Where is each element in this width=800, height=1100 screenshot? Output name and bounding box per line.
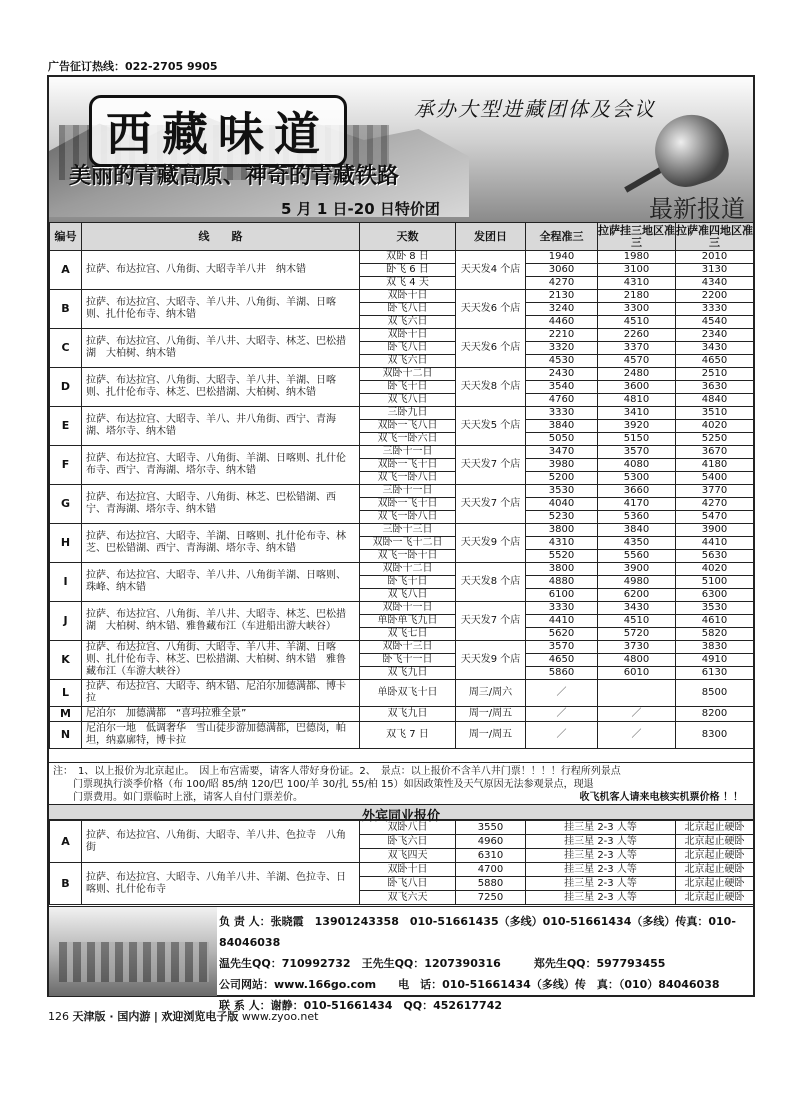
prayer-wheel-image — [646, 106, 736, 195]
price: 3550 — [456, 821, 526, 835]
tour-price-table — [49, 222, 754, 749]
price-lhasa4: 5470 — [676, 511, 754, 524]
note-airfare: 收飞机客人请来电核实机票价格 ！！ — [579, 792, 743, 803]
price-full: ／ — [526, 707, 598, 722]
days-option: 卧飞 6 日 — [360, 264, 456, 277]
days-option: 三卧十一日 — [360, 485, 456, 498]
price-lhasa3: 5300 — [598, 472, 676, 485]
note-line: 门票现执行淡季价格（布 100/昭 85/纳 120/巴 100/羊 30/扎 55/柏 15）如因政策性及天气原因无法参观景点，现退 — [53, 779, 594, 790]
price-lhasa4: 3770 — [676, 485, 754, 498]
price-full: 5620 — [526, 628, 598, 641]
hotel-standard: 挂三星 2-3 人等 — [526, 821, 676, 835]
hotel-standard: 挂三星 2-3 人等 — [526, 877, 676, 891]
route-description: 拉萨、布达拉宫、大昭寺、八角街、羊湖、日喀则、扎什伦布寺、西宁、青海湖、塔尔寺、纳木错 — [82, 446, 360, 485]
route-code: C — [50, 329, 82, 368]
transport: 北京起止硬卧 — [676, 891, 754, 905]
days-option: 三卧十一日 — [360, 446, 456, 459]
route-description: 拉萨、布达拉宫、八角街、羊八井、大昭寺、林芝、巴松措湖 大柏树、纳木错、雅鲁藏布江（车进船出游大峡谷） — [82, 602, 360, 641]
price-lhasa4: 5630 — [676, 550, 754, 563]
days-option: 双飞六日 — [360, 316, 456, 329]
price-lhasa4: 8300 — [676, 722, 754, 749]
price-lhasa3: 4080 — [598, 459, 676, 472]
price-lhasa4: 4650 — [676, 355, 754, 368]
days-option: 双卧 8 日 — [360, 251, 456, 264]
price-lhasa4: 4180 — [676, 459, 754, 472]
table-row — [50, 524, 754, 537]
price-lhasa3: 1980 — [598, 251, 676, 264]
price-lhasa4: 5100 — [676, 576, 754, 589]
route-code: F — [50, 446, 82, 485]
price-lhasa4: 4410 — [676, 537, 754, 550]
table-row — [50, 485, 754, 498]
price-lhasa4: 4020 — [676, 563, 754, 576]
route-code: D — [50, 368, 82, 407]
route-description: 拉萨、布达拉宫、八角街、羊八井、大昭寺、林芝、巴松措湖 大柏树、纳木错 — [82, 329, 360, 368]
price-lhasa3: 3840 — [598, 524, 676, 537]
days-option: 卧飞八日 — [360, 342, 456, 355]
edition: 天津版 · 国内游 — [72, 1010, 151, 1023]
price-full: 3240 — [526, 303, 598, 316]
departure-days: 天天发9 个店 — [456, 524, 526, 563]
days-option: 双卧一飞八日 — [360, 420, 456, 433]
route-description: 拉萨、布达拉宫、大昭寺、羊湖、日喀则、扎什伦布寺、林芝、巴松错湖、西宁、青海湖、塔尔寺、纳木错 — [82, 524, 360, 563]
days-option: 双飞八日 — [360, 394, 456, 407]
days-option: 双飞一卧十日 — [360, 550, 456, 563]
price-full: 5050 — [526, 433, 598, 446]
note-line: 门票费用。如门票临时上涨，请客人自付门票差价。 — [53, 792, 303, 803]
route-code: G — [50, 485, 82, 524]
days-option: 卧飞六日 — [360, 835, 456, 849]
days-option: 双飞七日 — [360, 628, 456, 641]
price-lhasa4: 2200 — [676, 290, 754, 303]
price-full: 3980 — [526, 459, 598, 472]
price-full: 5520 — [526, 550, 598, 563]
route-description: 拉萨、布达拉宫、大昭寺、羊八、井八角街、西宁、青海湖、塔尔寺、纳木错 — [82, 407, 360, 446]
price-full: 3800 — [526, 524, 598, 537]
days-option: 双卧十日 — [360, 329, 456, 342]
hotel-standard: 挂三星 2-3 人等 — [526, 835, 676, 849]
price-lhasa4: 2340 — [676, 329, 754, 342]
departure-days: 周一/周五 — [456, 707, 526, 722]
price-lhasa4: 4910 — [676, 654, 754, 667]
price-lhasa3: 2480 — [598, 368, 676, 381]
departure-days: 天天发4 个店 — [456, 251, 526, 290]
table-row — [50, 290, 754, 303]
route-description: 拉萨、布达拉宫、大昭寺、羊八井、八角街羊湖、日喀则、珠峰、纳木错 — [82, 563, 360, 602]
days-option: 双卧十三日 — [360, 641, 456, 654]
price-lhasa4: 4610 — [676, 615, 754, 628]
price-lhasa4: 6300 — [676, 589, 754, 602]
price-lhasa3: 4800 — [598, 654, 676, 667]
price-lhasa4: 4540 — [676, 316, 754, 329]
days-option: 单卧单飞九日 — [360, 615, 456, 628]
notes — [49, 762, 753, 804]
col-price-lhasa4: 拉萨准四地区准三 — [676, 223, 753, 249]
departure-days: 天天发8 个店 — [456, 563, 526, 602]
price-lhasa4: 8500 — [676, 680, 754, 707]
price-lhasa3: 3430 — [598, 602, 676, 615]
departure-days: 周一/周五 — [456, 722, 526, 749]
price-lhasa3: 3370 — [598, 342, 676, 355]
table-row — [50, 722, 754, 749]
price-lhasa3 — [598, 680, 676, 707]
price-full: 4530 — [526, 355, 598, 368]
price: 4700 — [456, 863, 526, 877]
ad-hotline: 广告征订热线：022-2705 9905 — [48, 60, 218, 73]
price-lhasa3: 3300 — [598, 303, 676, 316]
days-option: 双飞一卧六日 — [360, 433, 456, 446]
page-frame — [47, 75, 755, 1012]
days-option: 双卧十日 — [360, 290, 456, 303]
route-code: I — [50, 563, 82, 602]
price-lhasa3: 3920 — [598, 420, 676, 433]
price-full: 4650 — [526, 654, 598, 667]
departure-days: 天天发8 个店 — [456, 368, 526, 407]
price-lhasa3: 5560 — [598, 550, 676, 563]
table-row — [50, 329, 754, 342]
foreign-price-table — [49, 820, 754, 905]
price-lhasa4: 5820 — [676, 628, 754, 641]
price-lhasa4: 4840 — [676, 394, 754, 407]
footer-separator: | — [153, 1010, 158, 1023]
contact-person: 联 系 人：谢静：010-51661434 QQ：452617742 — [219, 999, 503, 1012]
price-lhasa3: ／ — [598, 707, 676, 722]
price-lhasa3: 5360 — [598, 511, 676, 524]
price-lhasa3: 2260 — [598, 329, 676, 342]
price-full: 3570 — [526, 641, 598, 654]
banner-subtitle: 美丽的青藏高原、神奇的青藏铁路 — [69, 164, 400, 189]
route-code: J — [50, 602, 82, 641]
table-row — [50, 680, 754, 707]
price-lhasa4: 5250 — [676, 433, 754, 446]
price-full: 3330 — [526, 602, 598, 615]
price-lhasa3: 3100 — [598, 264, 676, 277]
departure-days: 天天发6 个店 — [456, 290, 526, 329]
col-code: 编号 — [50, 223, 82, 251]
table-row — [50, 563, 754, 576]
route-code: L — [50, 680, 82, 707]
price-full: ／ — [526, 680, 598, 707]
days-option: 双飞九日 — [360, 667, 456, 680]
price-full: 4040 — [526, 498, 598, 511]
hotel-standard: 挂三星 2-3 人等 — [526, 849, 676, 863]
price-full: ／ — [526, 722, 598, 749]
price-lhasa4: 3430 — [676, 342, 754, 355]
route-description: 拉萨、布达拉宫、大昭寺、八角羊八井、羊湖、色拉寺、日喀则、扎什伦布寺 — [82, 863, 360, 905]
promo-dates: 5 月 1 日-20 日特价团 — [281, 200, 440, 218]
route-description: 拉萨、布达拉宫、大昭寺、纳木错、尼泊尔加德满都、博卡拉 — [82, 680, 360, 707]
table-row — [50, 446, 754, 459]
price-lhasa3: 4350 — [598, 537, 676, 550]
route-description: 拉萨、布达拉宫、大昭寺、羊八井、八角街、羊湖、日喀则、扎什伦布寺、纳木错 — [82, 290, 360, 329]
price-full: 4760 — [526, 394, 598, 407]
route-code: H — [50, 524, 82, 563]
price: 6310 — [456, 849, 526, 863]
route-description: 尼泊尔 加德满都 “喜玛拉雅全景” — [82, 707, 360, 722]
price-lhasa3: 4980 — [598, 576, 676, 589]
price-lhasa4: 3530 — [676, 602, 754, 615]
price-full: 6100 — [526, 589, 598, 602]
price-lhasa4: 8200 — [676, 707, 754, 722]
price-full: 5200 — [526, 472, 598, 485]
price-lhasa4: 2510 — [676, 368, 754, 381]
footer-tagline: 欢迎浏览电子版 — [161, 1010, 239, 1023]
days-option: 双飞 7 日 — [360, 722, 456, 749]
price-lhasa4: 3130 — [676, 264, 754, 277]
note-line: 注： 1、以上报价为北京起止。 因上布宫需要，请客人带好身份证。2、 景点：以上报价不含羊八井门票！！！！行程所列景点 — [53, 766, 621, 777]
days-option: 双卧八日 — [360, 821, 456, 835]
price-full: 3800 — [526, 563, 598, 576]
banner — [49, 77, 753, 222]
price-full: 2430 — [526, 368, 598, 381]
col-route: 线 路 — [82, 223, 360, 251]
departure-days: 天天发7 个店 — [456, 446, 526, 485]
transport: 北京起止硬卧 — [676, 877, 754, 891]
days-option: 双卧一飞十日 — [360, 459, 456, 472]
days-option: 双飞九日 — [360, 707, 456, 722]
days-option: 卧飞十一日 — [360, 654, 456, 667]
price-full: 4310 — [526, 537, 598, 550]
price-lhasa4: 2010 — [676, 251, 754, 264]
price-lhasa3: 3600 — [598, 381, 676, 394]
price: 4960 — [456, 835, 526, 849]
days-option: 双卧一飞十二日 — [360, 537, 456, 550]
days-option: 双飞六日 — [360, 355, 456, 368]
price-full: 5230 — [526, 511, 598, 524]
route-description: 拉萨、布达拉宫、八角街、大昭寺、羊八井、色拉寺 八角街 — [82, 821, 360, 863]
days-option: 三卧十三日 — [360, 524, 456, 537]
price-lhasa3: 4510 — [598, 316, 676, 329]
transport: 北京起止硬卧 — [676, 835, 754, 849]
table-row — [50, 707, 754, 722]
price-lhasa4: 3900 — [676, 524, 754, 537]
departure-days: 天天发7 个店 — [456, 602, 526, 641]
price-lhasa4: 3510 — [676, 407, 754, 420]
departure-days: 周三/周六 — [456, 680, 526, 707]
price-full: 4460 — [526, 316, 598, 329]
price-lhasa3: 4570 — [598, 355, 676, 368]
price-lhasa4: 6130 — [676, 667, 754, 680]
price: 5880 — [456, 877, 526, 891]
latest-report: 最新报道 — [649, 195, 745, 222]
footer-website[interactable]: www.zyoo.net — [241, 1010, 319, 1023]
days-option: 双卧十二日 — [360, 368, 456, 381]
price-lhasa3: 2180 — [598, 290, 676, 303]
price-full: 1940 — [526, 251, 598, 264]
table-row — [50, 368, 754, 381]
price-lhasa3: 5720 — [598, 628, 676, 641]
days-option: 双飞八日 — [360, 589, 456, 602]
price-full: 2130 — [526, 290, 598, 303]
days-option: 卧飞十日 — [360, 576, 456, 589]
departure-days: 天天发5 个店 — [456, 407, 526, 446]
route-description: 尼泊尔一地 低调奢华 雪山徒步游加德满都，巴德岗，帕坦，纳嘉廓特，博卡拉 — [82, 722, 360, 749]
days-option: 双卧十二日 — [360, 563, 456, 576]
price-lhasa4: 4020 — [676, 420, 754, 433]
hotel-standard: 挂三星 2-3 人等 — [526, 891, 676, 905]
price-full: 4270 — [526, 277, 598, 290]
route-description: 拉萨、布达拉宫、八角街、大昭寺、羊八井、羊湖、日喀则、扎什伦布寺、林芝、巴松措湖、大柏树、纳木错 雅鲁藏布江（车游大峡谷） — [82, 641, 360, 680]
price-lhasa4: 4270 — [676, 498, 754, 511]
days-option: 双飞一卧八日 — [360, 511, 456, 524]
price-full: 3060 — [526, 264, 598, 277]
route-code: N — [50, 722, 82, 749]
table-row — [50, 863, 754, 877]
price-lhasa3: 4810 — [598, 394, 676, 407]
price-full: 3530 — [526, 485, 598, 498]
route-code: B — [50, 290, 82, 329]
col-price-lhasa3: 拉萨挂三地区准三 — [598, 223, 675, 249]
price-full: 3470 — [526, 446, 598, 459]
contact-qq: 温先生QQ：710992732 王先生QQ：1207390316 郑先生QQ：597793455 — [219, 957, 666, 970]
banner-slogan: 承办大型进藏团体及会议 — [414, 97, 656, 121]
contact-section — [49, 906, 753, 1012]
banner-title: 西藏味道 — [89, 95, 347, 167]
hotel-standard: 挂三星 2-3 人等 — [526, 863, 676, 877]
transport: 北京起止硬卧 — [676, 863, 754, 877]
price-full: 3840 — [526, 420, 598, 433]
prayer-wheels-photo — [49, 907, 217, 996]
col-price-full: 全程准三 — [526, 223, 598, 251]
price-full: 4880 — [526, 576, 598, 589]
price-full: 3330 — [526, 407, 598, 420]
footer — [48, 1008, 318, 1024]
price-lhasa3: 5150 — [598, 433, 676, 446]
table-row — [50, 821, 754, 835]
price-lhasa3: 3660 — [598, 485, 676, 498]
route-description: 拉萨、布达拉宫、八角街、大昭寺羊八井 纳木错 — [82, 251, 360, 290]
route-description: 拉萨、布达拉宫、八角街、大昭寺、羊八井、羊湖、日喀则、扎什伦布寺、林芝、巴松措湖、大柏树、纳木错 — [82, 368, 360, 407]
price-lhasa3: ／ — [598, 722, 676, 749]
days-option: 双卧一飞十日 — [360, 498, 456, 511]
price-full: 2210 — [526, 329, 598, 342]
table-row — [50, 251, 754, 264]
days-option: 卧飞八日 — [360, 877, 456, 891]
route-description: 拉萨、布达拉宫、大昭寺、八角街、林芝、巴松错湖、西宁、青海湖、塔尔寺、纳木错 — [82, 485, 360, 524]
days-option: 卧飞十日 — [360, 381, 456, 394]
price-lhasa3: 3570 — [598, 446, 676, 459]
route-code: A — [50, 821, 82, 863]
price-lhasa4: 3830 — [676, 641, 754, 654]
price: 7250 — [456, 891, 526, 905]
price-lhasa3: 4170 — [598, 498, 676, 511]
price-lhasa4: 3670 — [676, 446, 754, 459]
table-row — [50, 641, 754, 654]
days-option: 卧飞八日 — [360, 303, 456, 316]
price-lhasa3: 6200 — [598, 589, 676, 602]
contact-manager: 负 责 人：张晓霞 13901243358 010-51661435（多线）010-51661434（多线）传真：010-84046038 — [219, 915, 736, 949]
days-option: 双飞四天 — [360, 849, 456, 863]
route-code: A — [50, 251, 82, 290]
contact-website[interactable]: 公司网站：www.166go.com 电 话：010-51661434（多线）传 真：（010）84046038 — [219, 978, 720, 991]
col-departure: 发团日 — [456, 223, 526, 251]
foreign-title: 外宾同业报价 — [49, 804, 753, 820]
route-code: B — [50, 863, 82, 905]
price-lhasa3: 3410 — [598, 407, 676, 420]
days-option: 单卧双飞十日 — [360, 680, 456, 707]
price-full: 4410 — [526, 615, 598, 628]
days-option: 双飞 4 天 — [360, 277, 456, 290]
days-option: 双飞六天 — [360, 891, 456, 905]
price-lhasa4: 3330 — [676, 303, 754, 316]
price-full: 3540 — [526, 381, 598, 394]
days-option: 双卧十一日 — [360, 602, 456, 615]
transport: 北京起止硬卧 — [676, 849, 754, 863]
price-lhasa4: 5400 — [676, 472, 754, 485]
price-lhasa4: 4340 — [676, 277, 754, 290]
table-row — [50, 602, 754, 615]
days-option: 双卧十日 — [360, 863, 456, 877]
departure-days: 天天发7 个店 — [456, 485, 526, 524]
transport: 北京起止硬卧 — [676, 821, 754, 835]
route-code: K — [50, 641, 82, 680]
price-lhasa3: 3730 — [598, 641, 676, 654]
col-days: 天数 — [360, 223, 456, 251]
page-number: 126 — [48, 1010, 69, 1023]
price-lhasa3: 6010 — [598, 667, 676, 680]
route-code: M — [50, 707, 82, 722]
price-full: 3320 — [526, 342, 598, 355]
departure-days: 天天发9 个店 — [456, 641, 526, 680]
price-lhasa3: 4310 — [598, 277, 676, 290]
price-full: 5860 — [526, 667, 598, 680]
table-row — [50, 407, 754, 420]
days-option: 三卧九日 — [360, 407, 456, 420]
table-header — [50, 223, 754, 251]
route-code: E — [50, 407, 82, 446]
price-lhasa3: 4510 — [598, 615, 676, 628]
price-lhasa3: 3900 — [598, 563, 676, 576]
days-option: 双飞一卧八日 — [360, 472, 456, 485]
price-lhasa4: 3630 — [676, 381, 754, 394]
departure-days: 天天发6 个店 — [456, 329, 526, 368]
